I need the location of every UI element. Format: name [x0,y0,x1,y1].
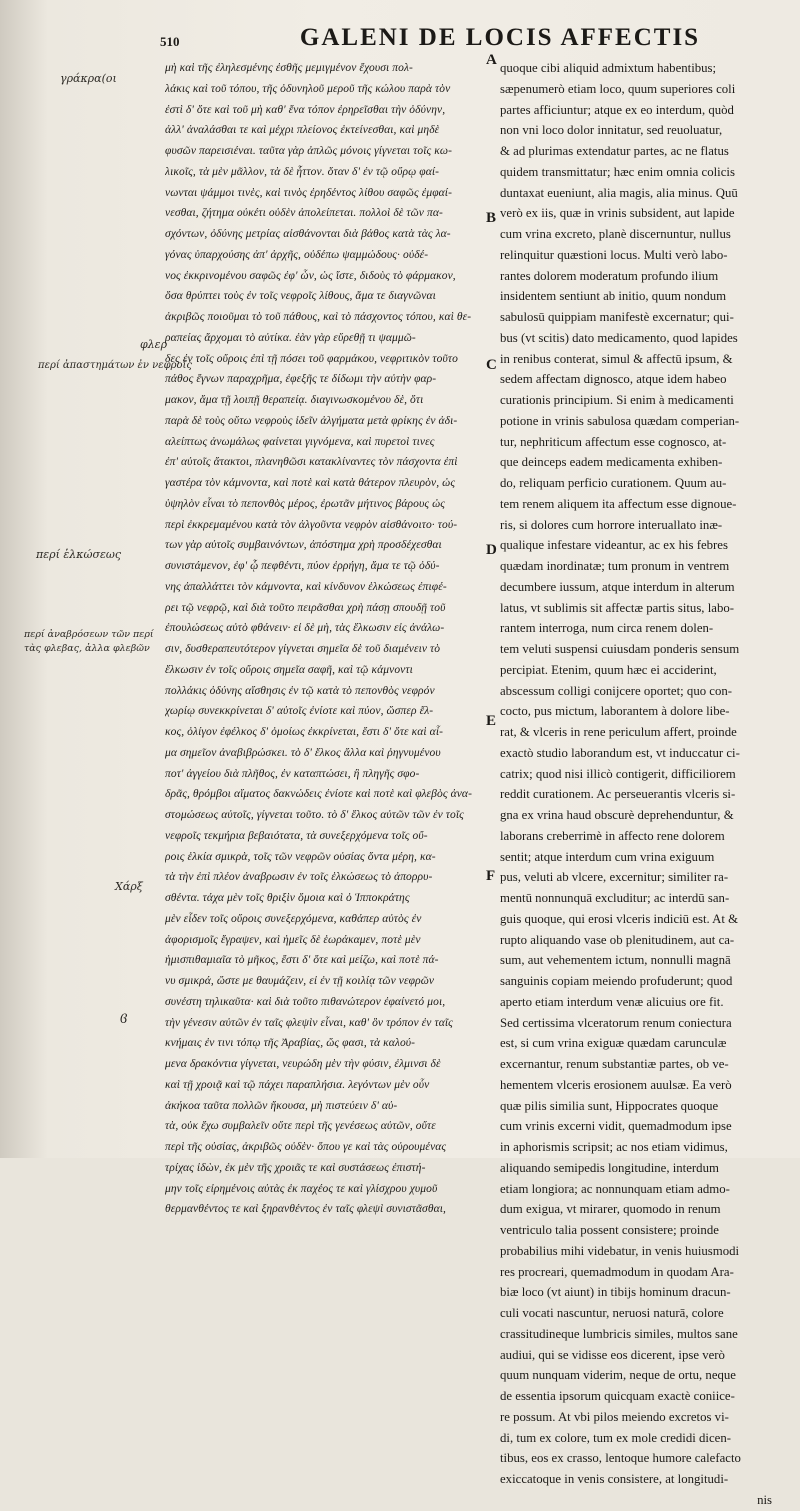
page-number: 510 [160,34,180,49]
greek-text-line: περὶ ἐκκρεμαμένου κατὰ τὸν ἀλγοῦντα νεφρὸν αἰσθάνοιτο· τού- [165,518,458,531]
latin-text-line: verò ex iis, quæ in vrinis subsident, aut lapide [500,206,735,221]
greek-text-line: σθέντα. τάχα μὲν τοῖς θριξὶν ὅμοια καὶ ὁ Ἱπποκράτης [165,892,410,904]
greek-text-line: θερμανθέντος τε καὶ ξηρανθέντος ἐν ταῖς φλεψὶ συνιστᾶσθαι, [165,1203,446,1216]
latin-text-line: decumbere iussum, atque interdum in alterum [500,579,735,594]
greek-text-line: σιν, δυσθεραπευτότερον γίγνεται σημεῖα δὲ τοῦ διαμένειν τὸ [165,643,441,655]
latin-text-line: etiam longiora; ac nonnunquam etiam admo- [500,1181,730,1196]
latin-text-line: probabilius mihi videbatur, in venis huiusmodi [500,1243,740,1258]
latin-text-line: tibus, eos ex crasso, lentoque humore calefacto [500,1451,741,1466]
greek-text-line: τὰ, οὐκ ἔχω συμβαλεῖν οὔτε περὶ τῆς γενέσεως αὐτῶν, οὔτε [165,1120,436,1133]
column-letter-b: B [486,210,497,226]
greek-text-line: κνήμαις ἐν τινι τόπῳ τῆς Ἀραβίας, ὥς φασι, τὰ καλού- [165,1037,416,1050]
latin-text-line: qualique infestare videantur, ac ex his febres [500,538,728,553]
greek-text-line: λάκις καὶ τοῦ τόπου, τῆς ὀδυνηλοῦ μεροῦ τῆς κώλου παρὰ τὸν [165,82,451,95]
greek-text-line: ἐστὶ δ' ὅτε καὶ τοῦ μὴ καθ' ἕνα τόπον ἐρηρεῖσθαι τὴν ὀδύνην, [165,103,446,116]
latin-text-line: sanguinis copiam meiendo profuderunt; quod [500,974,733,988]
greek-text-line: περὶ τῆς οὐσίας, ἀκριβῶς οὐδὲν· ὅπου γε καὶ τὰς οὐρουμένας [165,1141,447,1153]
greek-text-line: γόνας ὑπαρχούσης ἀπ' ἀρχῆς, οὐδέπω ψαμμώδους· οὐδέ- [165,248,429,261]
latin-text-line: mentū nonnunquā excluditur; ac interdū san- [500,891,730,905]
greek-text-line: χωρίῳ συνεκκρίνεται δ' αὐτοῖς ἐνίοτε καὶ πύον, ὥσπερ ἔλ- [165,705,434,718]
latin-text-line: cum vrina excreto, planè discernuntur, nullus [500,227,731,241]
greek-text-line: συνιστάμενον, ἐφ' ᾧ πεφθέντι, πύον ἐρρήγη, ἅμα τε τῷ ὀδύ- [165,560,440,572]
greek-text-line: πάθος ἔγνων παραχρῆμα, ἐφεξῆς τε δίδωμι τὴν αὐτὴν φαρ- [165,373,437,386]
greek-text-line: μὴ καὶ τῆς ἐληλεσμένης ἐσθῆς μεμιγμένον ἔχουσι πολ- [165,62,413,74]
greek-text-line: ἀφορισμοῖς ἔγραψεν, καὶ ἡμεῖς δὲ ἑωράκαμεν, ποτὲ μὲν [165,933,421,946]
latin-text-line: catrix; quod nisi illicò contigerit, difficiliorem [500,766,736,781]
greek-text-line: μα σημεῖον ἀναβιβρώσκει. τὸ δ' ἕλκος ἄλλα καὶ ῥηγνυμένου [165,746,441,759]
latin-text-line: audiui, qui se vidisse eos dicerent, ipse verò [500,1347,725,1362]
latin-text-line: dum exigua, vt mirarer, quomodo in renum [500,1202,721,1217]
greek-text-line: ραπείας ἄρχομαι τὸ αὐτίκα. ἐὰν γὰρ εὕρεθῇ τι ψαμμῶ- [165,331,416,344]
latin-text-line: Sed certissima vlceratorum renum coniectura [500,1015,732,1030]
latin-text-line: ris, si dolores cum horrore interuallato inæ- [500,517,723,532]
latin-text-line: rantes dolorem moderatum profundo ilium [500,268,719,283]
running-head: GALENI DE LOCIS AFFECTIS [299,24,701,51]
latin-text-line: in aphorismis scripsit; ac nos etiam vidimus, [500,1140,728,1154]
greek-text-line: τὰ τὴν ἐπὶ πλέον ἀναβρωσιν ἐν τοῖς ἑλκώσεως τὸ ἀπορρυ- [165,871,433,884]
latin-text-line: res procreari, quemadmodum in quodam Ara- [500,1264,734,1279]
latin-text-line: biæ loco (vt aiunt) in tibijs hominum dracun- [500,1285,731,1300]
latin-text-line: cum vrinis excerni vidit, quemadmodum ipse [500,1119,732,1134]
latin-text-line: laborans creberrimè in affecto rene dolorem [500,828,725,843]
latin-text-line: & ad plurimas extendatur partes, ac ne flatus [500,144,729,158]
column-letter-e: E [486,713,497,729]
page-header [160,24,780,58]
latin-text-line: gna ex vrina haud obscurè deprehenduntur, & [500,808,734,822]
greek-text-line: στομώσεως αὐτοῖς, γίγνεται τοῦτο. τὸ δ' ἕλκος αὐτῶν τῶν ἐν τοῖς [165,809,464,821]
greek-text-line: ἀκριβῶς ποιοῦμαι τὸ τοῦ πάθους, καὶ τὸ πάσχοντος τόπου, καὶ θε- [165,311,472,323]
greek-text-line: ἀλλ' ἀναλάσθαι τε καὶ μέχρι πλείονος ἐκτείνεσθαι, καὶ μηδὲ [165,124,440,137]
greek-text-line: ἀκήκοα ταῦτα πολλῶν ἤκουσα, μὴ πιστεύειν δ' αὐ- [165,1099,398,1112]
greek-text-line: δες ἐν τοῖς οὔροις ἐπὶ τῇ πόσει τοῦ φαρμάκου, νεφριτικὸν τοῦτο [165,352,458,365]
margin-note: περί ἀπαστημάτων ἐν νεφροῖς [38,360,193,371]
column-letter-f: F [486,868,496,884]
greek-text-line: ὑψηλὸν εἶναι τὸ πεπονθὸς μέρος, ἐρωτᾶν μήτινος βάρους ὡς [165,497,446,510]
latin-text-line: hementem vlceris erosionem auulsæ. Ea verò [500,1077,732,1092]
greek-text-line: μην τοῖς εἰρημένοις αὐτὰς ἐκ παχέος τε καὶ γλίσχρου χυμοῦ [165,1182,438,1195]
greek-text-line: δρᾶς, θρόμβοι αἵματος δακνώδεις ἐνίοτε καὶ ποτὲ καὶ φλεβὸς ἀνα- [165,788,472,801]
latin-text-line: tem renem aliquem ita affectum esse dignoue- [500,496,737,511]
margin-note: περί ἑλκώσεως [36,548,122,561]
greek-text-line: καὶ τῇ χροιᾷ καὶ τῷ πάχει παραπλήσια. λεγόντων μὲν οὖν [165,1078,430,1091]
greek-text-line: ὅσα θρύπτει τοὺς ἐν τοῖς νεφροῖς λίθους, ἅμα τε διαγνῶναι [165,290,436,303]
latin-text-line: rantem interroga, num circa renem dolen- [500,621,714,636]
latin-text-line: quum nunquam viderim, neque de ortu, neque [500,1368,736,1383]
latin-text-line: quæ pilis similia sunt, Hippocrates quoque [500,1098,719,1113]
latin-text-line: quidem transmittatur; hæc enim omnia colicis [500,164,735,179]
greek-text-line: κος, ὀλίγον ἐφέλκος δ' ὁμοίως ἐκκρίνεται, ἔστι δ' ὅτε καὶ αἷ- [165,726,444,738]
margin-note: φλερ [140,338,168,351]
greek-text-line: ρει τῷ νεφρῷ, καὶ διὰ τοῦτο πειρᾶσθαι χρὴ πάσῃ σπουδῇ τοῦ [165,601,446,614]
latin-text-line: potione in vrinis sabulosa quædam comperian- [500,413,740,428]
latin-text-line: reddit curationem. Ac perseuerantis vlceris si- [500,787,736,802]
latin-text-line: aliquando semipedis longitudine, interdum [500,1160,719,1175]
latin-text-line: est, si cum vrina exiguæ quædam carunculæ [500,1036,727,1051]
greek-text-line: μακον, ἅμα τῇ λοιπῇ θεραπείᾳ. διαγινωσκομένου δὲ, ὅτι [165,394,424,406]
latin-text-line: guis quoque, qui erosi vlceris indiciū est. At & [500,911,739,926]
latin-text-line: sæpenumerò etiam loco, quum superiores coli [500,81,736,96]
column-letter-c: C [486,357,497,373]
greek-text-line: τὴν γένεσιν αὐτῶν ἐν ταῖς φλεψὶν εἶναι, καθ' ὃν τρόπον ἐν ταῖς [165,1016,453,1029]
greek-text-line: φυσῶν παρεισιέναι. ταῦτα γὰρ ἁπλῶς μόνοις γίγνεται τοῖς κω- [165,145,452,157]
greek-text-line: των γὰρ αὐτοῖς συμβαινόντων, ἀπόστημα χρὴ προσδέχεσθαι [165,539,442,552]
latin-text-line: insidentem sentiunt ab initio, quum nondum [500,289,727,304]
greek-text-line: ποτ' ἀγγείου διὰ πλῆθος, ἐν καταπτώσει, ἢ πληγῆς σφο- [165,767,420,780]
latin-text-line: nis [757,1492,772,1507]
latin-text-line: de essentia ipsorum quicquam exactè coniice- [500,1389,735,1403]
greek-text-line: ἡμισπιθαμιαῖα τὸ μῆκος, ἔστι δ' ὅτε καὶ μείζω, καὶ ποτὲ πά- [165,954,439,967]
greek-text-line: λικοῖς, τὰ μὲν μᾶλλον, τὰ δὲ ἧττον. ὅταν δ' ἐν τῷ οὔρῳ φαί- [165,165,440,178]
latin-text-line: non vni loco dolor innitatur, sed reuoluatur, [500,123,723,138]
latin-text-line: duntaxat eueniunt, alia magis, alia minus. Quū [500,185,738,200]
column-letter-a: A [486,52,497,68]
latin-text-line: culi vocati nascuntur, neruosi naturā, colore [500,1306,724,1320]
latin-text-line: rupto aliquando vase ob plenitudinem, aut ca- [500,932,735,947]
latin-text-line: ventriculo talia possent consistere; proinde [500,1223,719,1237]
latin-text-line: sum, aut vehementem ictum, nonnulli magnā [500,953,731,968]
margin-note: γράκρα(οι [60,72,117,85]
greek-text-line: τρίχας ἰδὼν, ἐκ μὲν τῆς χροιᾶς τε καὶ συστάσεως ἐπιστή- [165,1161,426,1174]
latin-text-line: curationis principium. Si enim à medicamenti [500,393,734,407]
greek-text-line: ἕλκωσιν ἐν τοῖς οὔροις σημεῖα σαφῆ, καὶ τῷ κάμνοντι [165,663,413,676]
latin-text-line: percipiat. Etenim, quum hæc ei acciderint, [500,662,717,677]
margin-mark: ϐ [120,1012,127,1027]
column-letter-d: D [486,542,497,558]
latin-text-line: bus (vt scitis) dato medicamento, quod lapides [500,330,738,345]
latin-text-line: excernantur, renum substantiæ partes, ob ve- [500,1057,729,1071]
greek-text-line: νεσθαι, ζήτημα οὐκέτι οὐδὲν ἀπολείπεται. πολλοὶ δὲ τῶν πα- [165,207,443,220]
greek-text-line: αλείπτως ἀνωμάλως φαίνεται γιγνόμενα, καὶ πυρετοὶ τινες [165,435,435,448]
latin-text-line: abscessum colligi conijcere oportet; quo con- [500,683,733,698]
latin-text-line: cocto, pus mictum, laborantem à dolore libe- [500,704,730,719]
greek-text-line: συνέστη τηλικαῦτα· καὶ διὰ τοῦτο πιθανώτερον ἐφαίνετό μοι, [165,995,446,1008]
greek-text-line: ἐπ' αὐτοῖς ἄτακτοι, πλανηθῶσι κατακλίναντες τὸν πάσχοντα ἐπὶ [165,456,458,469]
greek-text-line: μενα δρακόντια γίγνεται, νευρώδη μὲν τὴν φύσιν, ἐλμινσι δὲ [165,1058,441,1070]
latin-text-line: quoque cibi aliquid admixtum habentibus; [500,61,717,75]
latin-text-line: tur, nephriticum affectum esse cognosco, at- [500,434,727,449]
latin-text-line: partes afficiuntur; atque ex eo interdum, quòd [500,102,734,117]
latin-text-line: aperto etiam interdum venæ alicuius ore fit. [500,994,724,1009]
latin-text-line: que deinceps eadem medicamenta exhiben- [500,455,723,470]
latin-text-line: sedem affectam dignosco, atque idem habeo [500,372,727,387]
greek-text-line: πολλάκις ὀδύνης αἴσθησις ἐν τῷ κατὰ τὸ πεπονθὸς νεφρόν [165,684,435,697]
latin-text-column [500,58,772,1507]
latin-text-line: di, tum ex colore, tum ex mole credidi dicen- [500,1430,731,1445]
latin-text-line: exactò studio laborandum est, vt induccatur ci- [500,745,740,760]
greek-text-line: ἐπουλώσεως αὐτὸ φθάνειν· εἰ δὲ μὴ, τὰς ἕλκωσιν εἰς ἀνάλω- [165,622,445,635]
greek-text-column [165,58,480,1216]
latin-text-line: rat, & vlceris in rene periculum affert, proinde [500,725,737,739]
greek-text-line: νης ἀπαλλάττει τὸν κάμνοντα, καὶ κίνδυνον ἑλκώσεως ἐπιφέ- [165,580,447,593]
latin-text-line: sentit; atque interdum cum vrina exiguum [500,849,715,864]
margin-note: περί ἀναβρόσεων τῶν περί τὰς φλεβας, ἀλλα φλεβῶν [24,629,154,654]
latin-text-line: relinquitur quæstioni locus. Multi verò labo- [500,247,728,262]
greek-text-line: νος ἐκκρινομένου σαφῶς ἐφ' ὧν, ὡς ἴστε, διδοὺς τὸ φάρμακον, [165,269,456,282]
latin-text-line: do, reliquam perficio curationem. Quum au- [500,476,727,490]
greek-text-line: νεφροῖς τεκμήρια βεβαιότατα, τὰ συνεξερχόμενα τοῖς οὔ- [165,829,428,842]
greek-text-line: γαστέρα τὸν κάμνοντα, καὶ ποτὲ καὶ κατὰ θάτερον πλευρὸν, ὡς [165,477,456,489]
greek-text-line: ροις ἑλκία σμικρὰ, τοῖς τῶν νεφρῶν οὐσίας ὄντα μέρη, κα- [165,850,436,863]
latin-text-line: exiccatoque in venis consistere, at longitudi- [500,1472,729,1486]
latin-text-line: sabulosū quippiam manifestè excernatur; qui- [500,310,734,324]
greek-text-line: νυ σμικρά, ὥστε με θαυμάζειν, εἰ ἐν τῇ κοιλίᾳ τῶν νεφρῶν [165,975,435,987]
margin-note: Χάρξ [115,880,143,893]
latin-text-line: in renibus conterat, simul & affectū ipsum, & [500,351,733,366]
greek-text-line: σχόντων, ὀδύνης μετρίας αἰσθάνονται διὰ βάθος κατὰ τὰς λα- [165,228,451,240]
greek-text-line: νωνται ψάμμοι τινὲς, καὶ τινὸς ἐρηδέντος λίθου σαφῶς ἐμφαί- [165,186,453,199]
greek-text-line: μὲν εἶδεν τοῖς οὔροις συνεξερχόμενα, καθάπερ αὐτὸς ἐν [165,912,422,925]
latin-text-line: pus, veluti ab vlcere, excernitur; similiter ra- [500,870,729,885]
latin-text-line: latus, vt sublimis sit affectæ partis situs, labo- [500,600,734,615]
latin-text-line: quædam inordinatæ; tum pronum in ventrem [500,559,730,573]
latin-text-line: crassitudineque lumbricis similes, multos sane [500,1326,738,1341]
latin-text-line: tem veluti suspensi cuiusdam ponderis sensum [500,642,740,656]
greek-text-line: παρὰ δὲ τοὺς οὕτω νεφροὺς ἰδεῖν ἀλγήματα μετὰ φρίκης ἐν ἀδι- [165,414,458,427]
latin-text-line: re possum. At vbi pilos meiendo excretos vi- [500,1409,729,1424]
